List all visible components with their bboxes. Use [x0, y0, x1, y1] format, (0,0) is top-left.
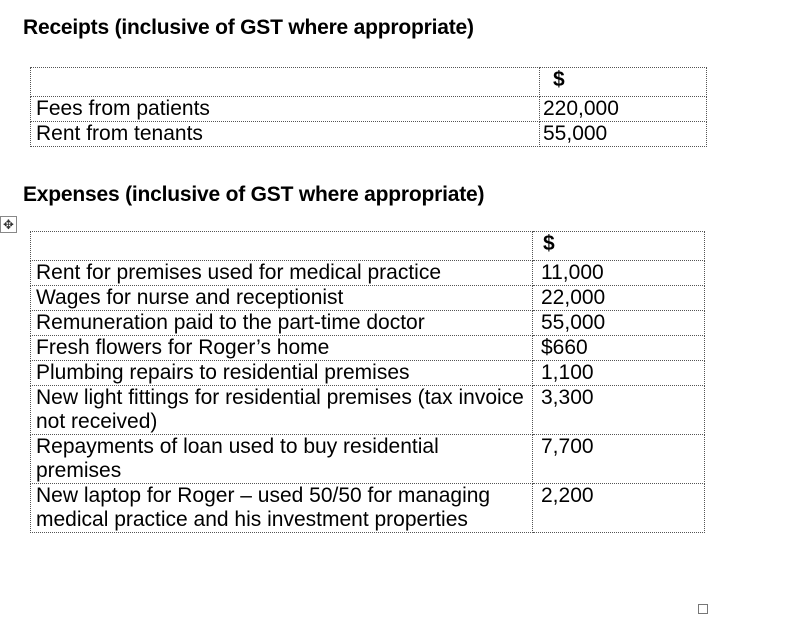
receipt-label-cell[interactable]: Rent from tenants — [31, 122, 540, 147]
expense-label-cell[interactable]: Wages for nurse and receptionist — [31, 286, 533, 311]
expense-amount-cell[interactable]: 22,000 — [533, 286, 705, 311]
table-row — [31, 122, 707, 147]
table-row — [31, 361, 705, 386]
table-row — [31, 232, 705, 261]
header-blank-cell[interactable] — [31, 68, 540, 97]
expense-amount-cell[interactable]: 7,700 — [533, 435, 705, 484]
currency-symbol: $ — [543, 232, 555, 255]
expense-label-cell[interactable]: New laptop for Roger – used 50/50 for managing medical practice and his investment properties — [31, 484, 533, 533]
table-row — [31, 68, 707, 97]
table-row — [31, 97, 707, 122]
currency-symbol: $ — [553, 68, 565, 91]
expense-label-cell[interactable]: Remuneration paid to the part-time doctor — [31, 311, 533, 336]
expense-amount-cell[interactable]: 55,000 — [533, 311, 705, 336]
expense-amount-cell[interactable]: 1,100 — [533, 361, 705, 386]
currency-header-cell[interactable] — [533, 232, 705, 261]
header-blank-cell[interactable] — [31, 232, 533, 261]
table-row — [31, 386, 705, 435]
table-row — [31, 484, 705, 533]
table-resize-handle-icon[interactable] — [698, 604, 708, 614]
expense-amount-cell[interactable]: 11,000 — [533, 261, 705, 286]
expense-amount-cell[interactable]: 3,300 — [533, 386, 705, 435]
expense-label-cell[interactable]: Rent for premises used for medical practice — [31, 261, 533, 286]
expense-amount-cell[interactable]: 2,200 — [533, 484, 705, 533]
receipts-heading: Receipts (inclusive of GST where appropriate) — [23, 16, 474, 39]
table-row — [31, 261, 705, 286]
receipt-label-cell[interactable]: Fees from patients — [31, 97, 540, 122]
expense-label-cell[interactable]: Plumbing repairs to residential premises — [31, 361, 533, 386]
expense-amount-cell[interactable]: $660 — [533, 336, 705, 361]
table-row — [31, 286, 705, 311]
expense-label-cell[interactable]: Repayments of loan used to buy residential premises — [31, 435, 533, 484]
expenses-heading: Expenses (inclusive of GST where appropriate) — [23, 183, 485, 206]
expense-label-cell[interactable]: Fresh flowers for Roger’s home — [31, 336, 533, 361]
table-row — [31, 311, 705, 336]
table-row — [31, 336, 705, 361]
currency-header-cell[interactable] — [540, 68, 707, 97]
expense-label-cell[interactable]: New light fittings for residential premises (tax invoice not received) — [31, 386, 533, 435]
table-move-handle-icon[interactable]: ✥ — [0, 216, 17, 233]
receipt-amount-cell[interactable]: 55,000 — [540, 122, 707, 147]
expenses-table[interactable] — [30, 231, 705, 533]
receipt-amount-cell[interactable]: 220,000 — [540, 97, 707, 122]
table-row — [31, 435, 705, 484]
receipts-table[interactable] — [30, 67, 707, 147]
